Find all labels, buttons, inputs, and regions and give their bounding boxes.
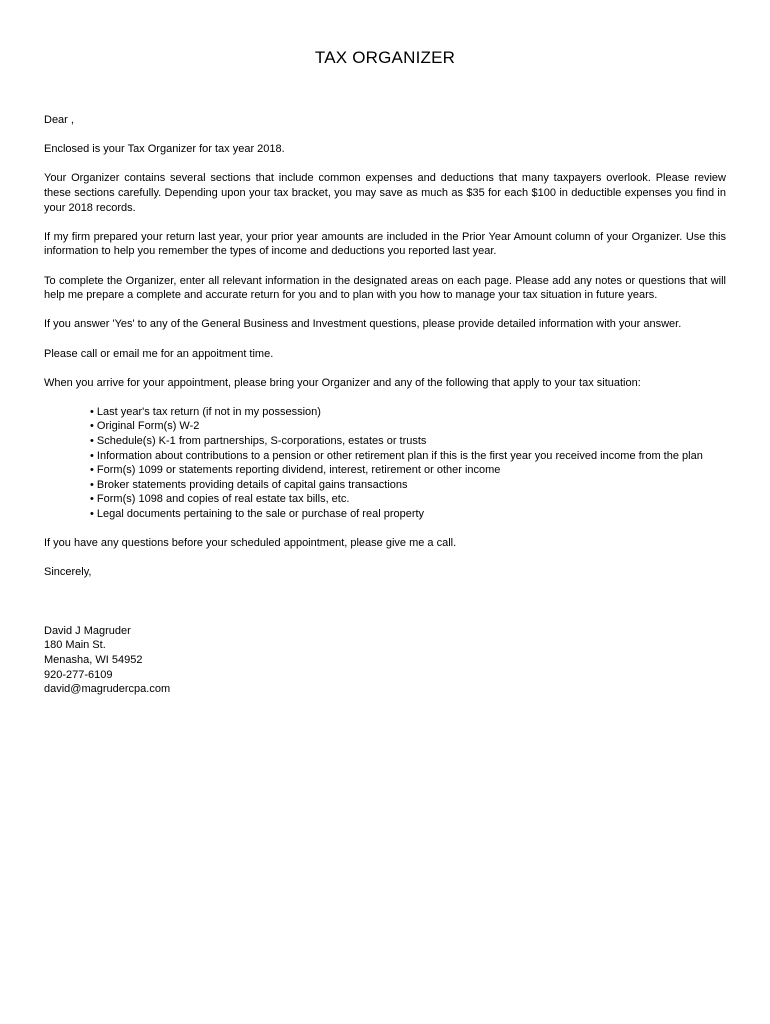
paragraph-appointment: Please call or email me for an appoitment time. <box>44 347 274 360</box>
closing: Sincerely, <box>44 566 92 579</box>
signature-space <box>44 595 726 624</box>
signer-email: david@magrudercpa.com <box>44 683 171 696</box>
signer-phone: 920-277-6109 <box>44 668 113 681</box>
list-item: • Information about contributions to a pension or other retirement plan if this is the first year you received income from the plan <box>90 449 703 462</box>
list-item: • Legal documents pertaining to the sale or purchase of real property <box>90 508 425 521</box>
list-item: • Form(s) 1099 or statements reporting dividend, interest, retirement or other income <box>90 464 501 477</box>
letter-body <box>44 113 726 697</box>
signature-block <box>44 624 726 697</box>
paragraph-closing: If you have any questions before your scheduled appointment, please give me a call. <box>44 537 457 550</box>
list-item: • Broker statements providing details of capital gains transactions <box>90 478 408 491</box>
document-title: TAX ORGANIZER <box>314 48 456 67</box>
signer-street: 180 Main St. <box>44 639 106 652</box>
paragraph-prior-year: If my firm prepared your return last year, your prior year amounts are included in the Prior Year Amount column of your Organizer. Use this information to help you remember the types of income and deductions you reported last year. <box>44 230 726 258</box>
list-item: • Schedule(s) K-1 from partnerships, S-corporations, estates or trusts <box>90 435 427 448</box>
salutation: Dear , <box>44 114 74 126</box>
list-item: • Last year's tax return (if not in my possession) <box>90 405 321 418</box>
signer-name: David J Magruder <box>44 624 131 637</box>
paragraph-intro: Enclosed is your Tax Organizer for tax year 2018. <box>44 143 285 156</box>
paragraph-complete: To complete the Organizer, enter all relevant information in the designated areas on each page. Please add any notes or questions that will help me prepare a complete and accurate return for you and to plan with you how to manage your tax situation in future years. <box>44 274 726 302</box>
paragraph-bring: When you arrive for your appointment, please bring your Organizer and any of the following that apply to your tax situation: <box>44 376 641 389</box>
signer-city-state-zip: Menasha, WI 54952 <box>44 653 143 666</box>
paragraph-sections: Your Organizer contains several sections that include common expenses and deductions that many taxpayers overlook. Please review these sections carefully. Depending upon your tax bracket, you may save as much as $35 for each $100 in deductible expenses you find in your 2018 records. <box>44 172 726 214</box>
document-checklist <box>44 405 726 522</box>
list-item: • Form(s) 1098 and copies of real estate tax bills, etc. <box>90 493 350 506</box>
list-item: • Original Form(s) W-2 <box>90 420 200 433</box>
paragraph-questions: If you answer 'Yes' to any of the General Business and Investment questions, please provide detailed information with your answer. <box>44 318 682 331</box>
